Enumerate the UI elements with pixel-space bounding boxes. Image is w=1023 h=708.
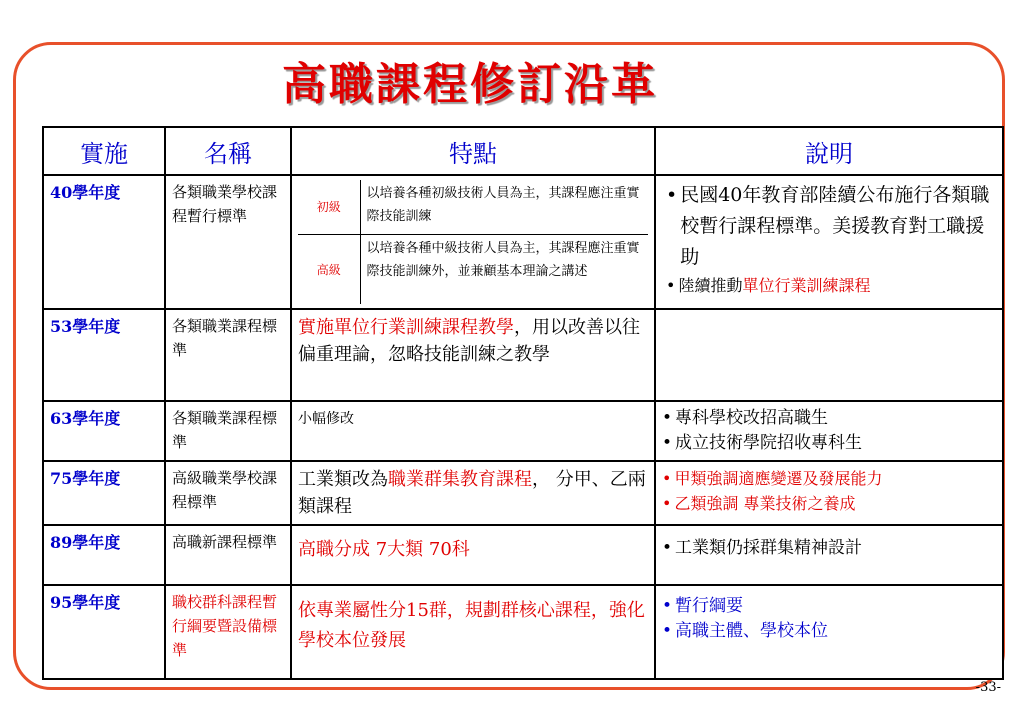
bullet-icon: • (662, 596, 673, 616)
note-text: 成立技術學院招收專科生 (675, 433, 863, 453)
note-cell (655, 461, 1003, 525)
level-table (298, 180, 648, 304)
year-cell: 95學年度 (43, 585, 165, 679)
bullet-icon: • (666, 276, 676, 295)
note-item (662, 431, 996, 456)
curriculum-table (42, 126, 1004, 680)
bullet-icon: • (662, 433, 673, 453)
header-cell-year: 實施 (43, 127, 165, 175)
name-cell: 職校群科課程暫行綱要暨設備標準 (165, 585, 291, 679)
note-text: 民國40年教育部陸續公布施行各類職校暫行課程標準。美援教育對工職援助 (680, 184, 990, 268)
table-row (43, 309, 1003, 401)
page-number: -33- (975, 680, 1001, 695)
year-cell: 75學年度 (43, 461, 165, 525)
year-cell: 40學年度 (43, 175, 165, 309)
bullet-icon: • (662, 494, 672, 513)
note-text: 陸續推動 (678, 276, 743, 295)
note-cell (655, 309, 1003, 401)
note-cell (655, 401, 1003, 461)
table-row (43, 175, 1003, 309)
table-row (43, 525, 1003, 585)
header-cell-feature: 特點 (291, 127, 655, 175)
note-highlight: 單位行業訓練課程 (742, 276, 871, 295)
note-item (662, 594, 996, 619)
header-cell-note: 說明 (655, 127, 1003, 175)
name-cell: 高職新課程標準 (165, 525, 291, 585)
level-desc: 以培養各種初級技術人員為主，其課程應注重實際技能訓練 (360, 180, 648, 234)
feature-cell (291, 175, 655, 309)
year-cell: 53學年度 (43, 309, 165, 401)
level-label: 初級 (298, 180, 360, 234)
level-label: 高級 (298, 234, 360, 304)
name-cell: 各類職業課程標準 (165, 309, 291, 401)
feature-cell: 小幅修改 (291, 401, 655, 461)
feature-highlight: 職業群集教育課程 (388, 469, 532, 490)
note-text: 高職主體、學校本位 (675, 621, 829, 641)
note-text: 乙類強調 專業技術之養成 (674, 494, 856, 513)
note-cell (655, 585, 1003, 679)
note-text: 工業類仍採群集精神設計 (675, 538, 863, 558)
bullet-icon: • (662, 408, 673, 428)
note-text: 甲類強調適應變遷及發展能力 (674, 469, 883, 488)
name-cell: 高級職業學校課程標準 (165, 461, 291, 525)
note-item (662, 536, 996, 561)
level-desc: 以培養各種中級技術人員為主，其課程應注重實際技能訓練外，並兼顧基本理論之講述 (366, 240, 640, 279)
feature-cell: 依專業屬性分15群，規劃群核心課程，強化學校本位發展 (291, 585, 655, 679)
note-cell (655, 525, 1003, 585)
header-row (43, 127, 1003, 175)
feature-cell (291, 309, 655, 401)
bullet-icon: • (666, 184, 678, 206)
feature-text: 工業類改為 (298, 469, 388, 490)
note-item (662, 619, 996, 644)
note-item (662, 406, 996, 431)
note-item (666, 273, 996, 299)
feature-text: ， 分甲、乙兩類課程 (298, 469, 646, 517)
table-row (43, 585, 1003, 679)
note-item (662, 466, 996, 491)
note-item (666, 180, 996, 273)
year-cell: 89學年度 (43, 525, 165, 585)
slide-title: 高職課程修訂沿革 (282, 59, 658, 110)
name-cell: 各類職業課程標準 (165, 401, 291, 461)
note-item (662, 491, 996, 516)
feature-cell (291, 461, 655, 525)
bullet-icon: • (662, 621, 673, 641)
bullet-icon: • (662, 538, 673, 558)
note-text: 專科學校改招高職生 (675, 408, 829, 428)
note-cell (655, 175, 1003, 309)
year-cell: 63學年度 (43, 401, 165, 461)
note-text: 暫行綱要 (675, 596, 744, 616)
header-cell-name: 名稱 (165, 127, 291, 175)
feature-text: ，用以改善以往偏重理論，忽略技能訓練之教學 (298, 317, 640, 365)
feature-highlight: 實施單位行業訓練課程教學 (298, 317, 514, 338)
table-row (43, 461, 1003, 525)
bullet-icon: • (662, 469, 672, 488)
feature-cell: 高職分成 7大類 70科 (291, 525, 655, 585)
table-row (43, 401, 1003, 461)
name-cell: 各類職業學校課程暫行標準 (165, 175, 291, 309)
